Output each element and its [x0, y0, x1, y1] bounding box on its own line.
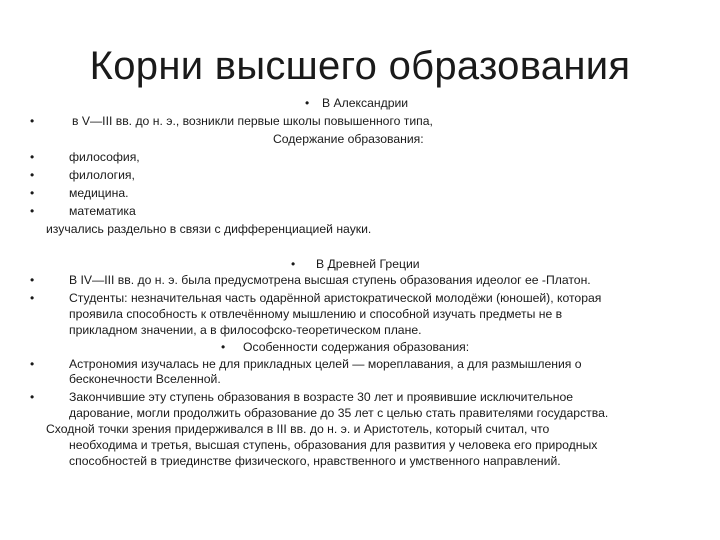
- bullet: •: [30, 273, 35, 287]
- bullet: •: [30, 291, 35, 305]
- slide-title: Корни высшего образования: [89, 44, 631, 88]
- greece-paragraph: В IV—III вв. до н. э. была предусмотрена высшая ступень образования идеолог ее -Платон.: [69, 273, 591, 287]
- greece-paragraph: бесконечности Вселенной.: [69, 372, 221, 386]
- bullet: •: [30, 186, 35, 200]
- bullet: •: [305, 96, 310, 110]
- bullet: •: [30, 150, 35, 164]
- alexandria-intro: в V—III вв. до н. э., возникли первые школы повышенного типа,: [72, 114, 433, 128]
- alexandria-heading: В Александрии: [322, 96, 409, 110]
- subject-item: филология,: [69, 168, 135, 182]
- greece-paragraph: Студенты: незначительная часть одарённой аристократической молодёжи (юношей), которая: [69, 291, 602, 305]
- greece-paragraph: Сходной точки зрения придерживался в III вв. до н. э. и Аристотель, который считал, что: [46, 422, 550, 436]
- bullet: •: [30, 357, 35, 371]
- greece-paragraph: проявила способность к отвлечённому мышлению и способной изучать предметы не в: [69, 307, 563, 321]
- greece-paragraph: способностей в триединстве физического, нравственного и умственного направлений.: [69, 454, 561, 468]
- greece-paragraph: Закончившие эту ступень образования в возрасте 30 лет и проявившие исключительное: [69, 390, 574, 404]
- greece-paragraph: прикладном значении, а в философско-теоретическом плане.: [69, 323, 422, 337]
- bullet: •: [30, 114, 35, 128]
- bullet: •: [291, 257, 296, 271]
- alexandria-note: изучались раздельно в связи с дифференциацией науки.: [46, 222, 372, 236]
- bullet: •: [30, 204, 35, 218]
- greece-paragraph: дарование, могли продолжить образование до 35 лет с целью стать правителями государства.: [69, 406, 609, 420]
- greece-paragraph: Астрономия изучалась не для прикладных целей — мореплавания, а для размышления о: [69, 357, 582, 371]
- bullet: •: [30, 390, 35, 404]
- subject-item: медицина.: [69, 186, 129, 200]
- alexandria-subheading: Содержание образования:: [273, 132, 424, 146]
- subject-item: математика: [69, 204, 136, 218]
- greece-paragraph: необходима и третья, высшая ступень, образования для развития у человека его природных: [69, 438, 598, 452]
- greece-heading: В Древней Греции: [316, 257, 420, 271]
- greece-subheading: Особенности содержания образования:: [243, 340, 470, 354]
- bullet: •: [30, 168, 35, 182]
- subject-item: философия,: [69, 150, 140, 164]
- bullet: •: [221, 340, 226, 354]
